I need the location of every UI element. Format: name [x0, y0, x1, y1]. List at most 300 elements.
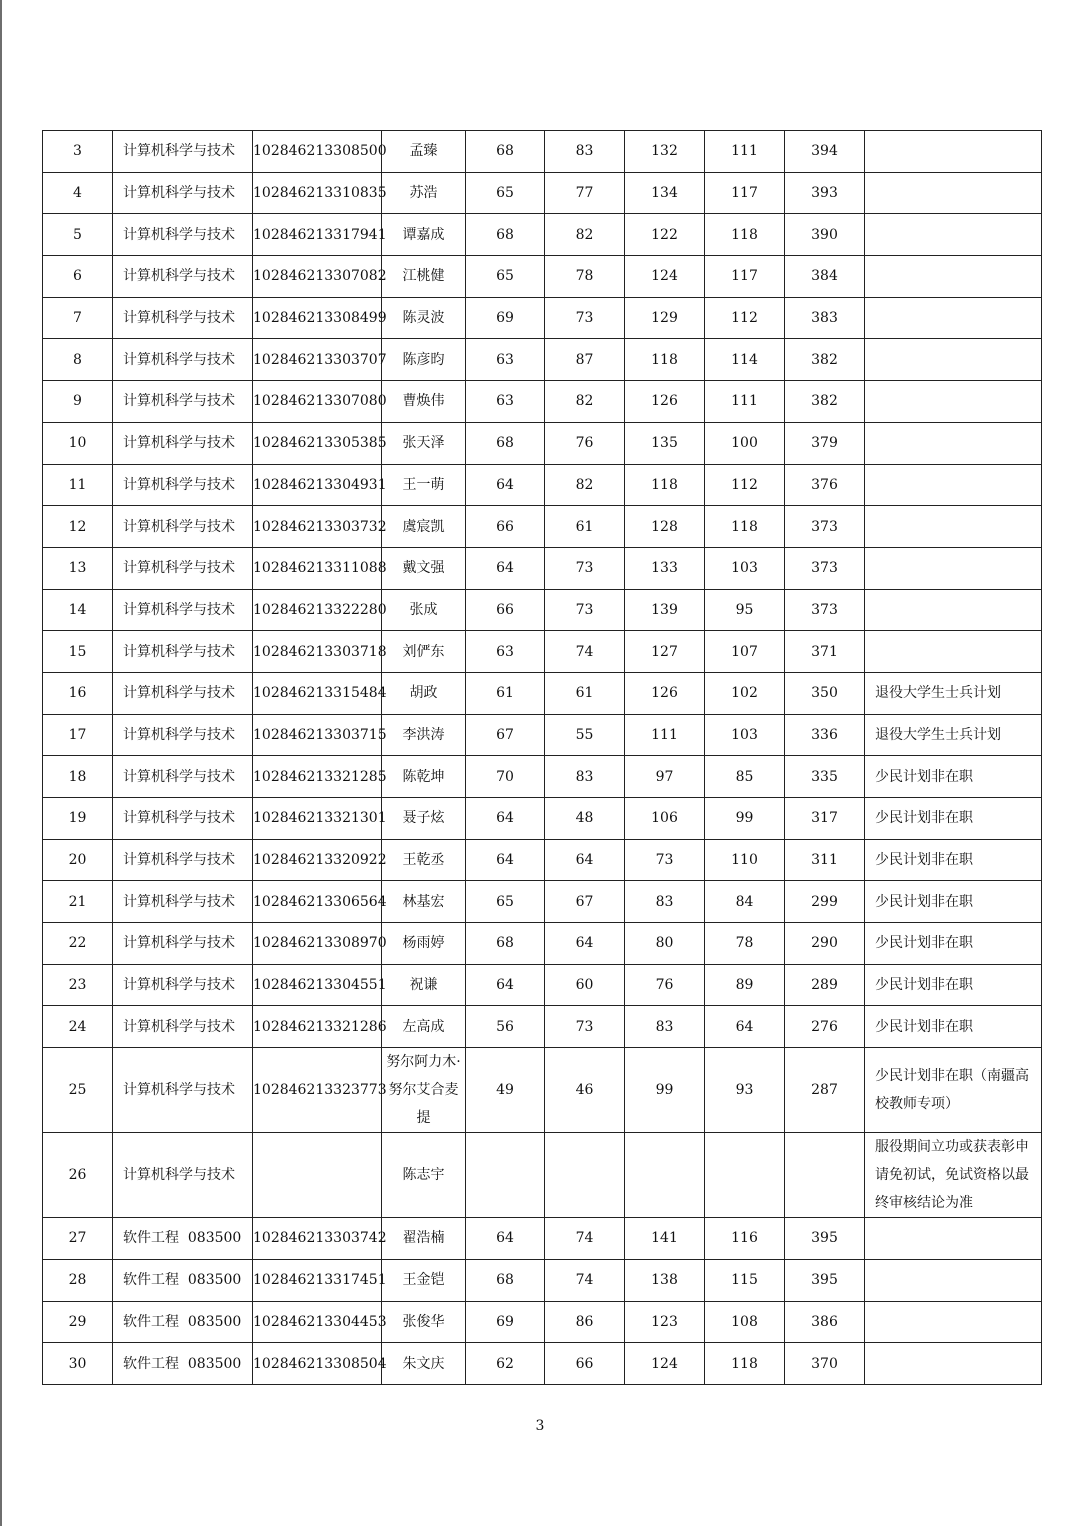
student-name-cell: 祝谦 [382, 964, 466, 1006]
score-specialty-cell: 111 [705, 131, 785, 173]
score-politics-cell: 66 [466, 506, 545, 548]
score-specialty-cell: 118 [705, 214, 785, 256]
student-name-cell: 王乾丞 [382, 839, 466, 881]
exam-id-cell: 102846213310835 [253, 172, 382, 214]
score-english-cell [545, 1133, 625, 1218]
student-name-cell: 王金铠 [382, 1259, 466, 1301]
exam-id-cell: 102846213320922 [253, 839, 382, 881]
table-row [43, 881, 1042, 923]
score-politics-cell: 64 [466, 547, 545, 589]
score-specialty-cell: 112 [705, 297, 785, 339]
score-math-cell: 80 [625, 923, 705, 965]
score-specialty-cell: 85 [705, 756, 785, 798]
score-english-cell: 66 [545, 1343, 625, 1385]
remark-cell: 退役大学生士兵计划 [865, 714, 1042, 756]
page-left-edge [0, 0, 2, 1526]
score-english-cell: 83 [545, 756, 625, 798]
major-cell: 计算机科学与技术 [113, 1006, 253, 1048]
score-english-cell: 73 [545, 547, 625, 589]
score-politics-cell: 68 [466, 214, 545, 256]
score-specialty-cell: 108 [705, 1301, 785, 1343]
score-politics-cell: 68 [466, 131, 545, 173]
exam-id-cell: 102846213317941 [253, 214, 382, 256]
major-cell: 计算机科学与技术 [113, 1048, 253, 1133]
student-name-cell: 张成 [382, 589, 466, 631]
score-specialty-cell: 100 [705, 422, 785, 464]
student-name-cell: 聂子炫 [382, 798, 466, 840]
total-score-cell: 335 [785, 756, 865, 798]
table-row [43, 923, 1042, 965]
total-score-cell: 394 [785, 131, 865, 173]
score-specialty-cell: 114 [705, 339, 785, 381]
score-english-cell: 61 [545, 672, 625, 714]
table-row [43, 464, 1042, 506]
score-politics-cell: 69 [466, 297, 545, 339]
major-cell: 软件工程 083500 [113, 1343, 253, 1385]
row-number: 17 [43, 714, 113, 756]
score-math-cell: 134 [625, 172, 705, 214]
student-name-cell: 王一萌 [382, 464, 466, 506]
row-number: 26 [43, 1133, 113, 1218]
major-cell: 计算机科学与技术 [113, 881, 253, 923]
score-politics-cell: 64 [466, 1218, 545, 1260]
score-math-cell: 97 [625, 756, 705, 798]
row-number: 24 [43, 1006, 113, 1048]
total-score-cell: 379 [785, 422, 865, 464]
table-row [43, 256, 1042, 298]
score-english-cell: 61 [545, 506, 625, 548]
major-cell: 计算机科学与技术 [113, 464, 253, 506]
score-specialty-cell: 95 [705, 589, 785, 631]
score-math-cell: 132 [625, 131, 705, 173]
student-name-cell: 苏浩 [382, 172, 466, 214]
major-cell: 软件工程 083500 [113, 1259, 253, 1301]
score-politics-cell: 56 [466, 1006, 545, 1048]
remark-cell: 服役期间立功或获表彰申请免初试，免试资格以最终审核结论为准 [865, 1133, 1042, 1218]
row-number: 21 [43, 881, 113, 923]
remark-cell [865, 631, 1042, 673]
exam-id-cell: 102846213303742 [253, 1218, 382, 1260]
row-number: 4 [43, 172, 113, 214]
remark-cell [865, 1259, 1042, 1301]
score-math-cell [625, 1133, 705, 1218]
total-score-cell: 395 [785, 1218, 865, 1260]
score-specialty-cell: 103 [705, 547, 785, 589]
total-score-cell: 393 [785, 172, 865, 214]
row-number: 29 [43, 1301, 113, 1343]
table-row [43, 839, 1042, 881]
table-row [43, 964, 1042, 1006]
score-specialty-cell: 116 [705, 1218, 785, 1260]
major-cell: 计算机科学与技术 [113, 214, 253, 256]
major-cell: 计算机科学与技术 [113, 672, 253, 714]
score-politics-cell [466, 1133, 545, 1218]
score-politics-cell: 61 [466, 672, 545, 714]
score-english-cell: 87 [545, 339, 625, 381]
exam-id-cell: 102846213303707 [253, 339, 382, 381]
score-english-cell: 64 [545, 923, 625, 965]
student-name-cell: 虞宸凯 [382, 506, 466, 548]
exam-id-cell: 102846213311088 [253, 547, 382, 589]
remark-cell [865, 256, 1042, 298]
exam-id-cell: 102846213323773 [253, 1048, 382, 1133]
student-name-cell: 林基宏 [382, 881, 466, 923]
score-math-cell: 126 [625, 672, 705, 714]
exam-id-cell: 102846213321286 [253, 1006, 382, 1048]
exam-id-cell: 102846213308499 [253, 297, 382, 339]
table-row [43, 381, 1042, 423]
exam-id-cell: 102846213304453 [253, 1301, 382, 1343]
score-math-cell: 138 [625, 1259, 705, 1301]
exam-id-cell: 102846213303715 [253, 714, 382, 756]
total-score-cell: 311 [785, 839, 865, 881]
row-number: 27 [43, 1218, 113, 1260]
student-name-cell: 刘俨东 [382, 631, 466, 673]
row-number: 28 [43, 1259, 113, 1301]
student-name-cell: 陈彦昀 [382, 339, 466, 381]
score-english-cell: 76 [545, 422, 625, 464]
remark-cell [865, 339, 1042, 381]
remark-cell [865, 214, 1042, 256]
row-number: 23 [43, 964, 113, 1006]
student-name-cell: 江桃健 [382, 256, 466, 298]
exam-id-cell: 102846213308970 [253, 923, 382, 965]
score-math-cell: 124 [625, 256, 705, 298]
student-name-cell: 陈乾坤 [382, 756, 466, 798]
table-row [43, 798, 1042, 840]
row-number: 13 [43, 547, 113, 589]
remark-cell: 少民计划非在职 [865, 881, 1042, 923]
remark-cell [865, 422, 1042, 464]
score-english-cell: 73 [545, 589, 625, 631]
score-specialty-cell: 99 [705, 798, 785, 840]
score-specialty-cell: 78 [705, 923, 785, 965]
score-math-cell: 118 [625, 339, 705, 381]
student-name-cell: 李洪涛 [382, 714, 466, 756]
total-score-cell: 276 [785, 1006, 865, 1048]
score-specialty-cell: 93 [705, 1048, 785, 1133]
exam-id-cell: 102846213308504 [253, 1343, 382, 1385]
total-score-cell: 373 [785, 547, 865, 589]
total-score-cell: 382 [785, 339, 865, 381]
table-row [43, 672, 1042, 714]
score-politics-cell: 66 [466, 589, 545, 631]
remark-cell [865, 1301, 1042, 1343]
total-score-cell: 373 [785, 589, 865, 631]
exam-id-cell: 102846213306564 [253, 881, 382, 923]
total-score-cell: 383 [785, 297, 865, 339]
row-number: 15 [43, 631, 113, 673]
student-name-cell: 张俊华 [382, 1301, 466, 1343]
score-politics-cell: 64 [466, 964, 545, 1006]
row-number: 6 [43, 256, 113, 298]
major-cell: 计算机科学与技术 [113, 964, 253, 1006]
remark-cell: 少民计划非在职 [865, 1006, 1042, 1048]
table-row [43, 1301, 1042, 1343]
row-number: 20 [43, 839, 113, 881]
total-score-cell: 299 [785, 881, 865, 923]
major-cell: 计算机科学与技术 [113, 506, 253, 548]
student-name-cell: 戴文强 [382, 547, 466, 589]
student-name-cell: 努尔阿力木·努尔艾合麦提 [382, 1048, 466, 1133]
score-english-cell: 74 [545, 631, 625, 673]
score-specialty-cell: 117 [705, 256, 785, 298]
row-number: 7 [43, 297, 113, 339]
exam-id-cell: 102846213305385 [253, 422, 382, 464]
score-english-cell: 83 [545, 131, 625, 173]
major-cell: 计算机科学与技术 [113, 631, 253, 673]
total-score-cell: 290 [785, 923, 865, 965]
score-politics-cell: 68 [466, 1259, 545, 1301]
table-row [43, 339, 1042, 381]
row-number: 12 [43, 506, 113, 548]
score-math-cell: 99 [625, 1048, 705, 1133]
row-number: 9 [43, 381, 113, 423]
score-math-cell: 73 [625, 839, 705, 881]
score-english-cell: 78 [545, 256, 625, 298]
exam-id-cell: 102846213315484 [253, 672, 382, 714]
major-cell: 计算机科学与技术 [113, 172, 253, 214]
score-table [42, 130, 1042, 1385]
exam-id-cell: 102846213322280 [253, 589, 382, 631]
table-row [43, 589, 1042, 631]
major-cell: 计算机科学与技术 [113, 756, 253, 798]
total-score-cell: 317 [785, 798, 865, 840]
table-row [43, 631, 1042, 673]
score-math-cell: 123 [625, 1301, 705, 1343]
remark-cell [865, 381, 1042, 423]
major-cell: 计算机科学与技术 [113, 839, 253, 881]
score-english-cell: 82 [545, 381, 625, 423]
score-math-cell: 128 [625, 506, 705, 548]
remark-cell [865, 589, 1042, 631]
major-cell: 计算机科学与技术 [113, 381, 253, 423]
student-name-cell: 杨雨婷 [382, 923, 466, 965]
score-math-cell: 106 [625, 798, 705, 840]
table-row [43, 756, 1042, 798]
table-row [43, 422, 1042, 464]
total-score-cell [785, 1133, 865, 1218]
major-cell: 计算机科学与技术 [113, 131, 253, 173]
score-specialty-cell [705, 1133, 785, 1218]
exam-id-cell: 102846213321301 [253, 798, 382, 840]
table-row [43, 506, 1042, 548]
score-english-cell: 86 [545, 1301, 625, 1343]
exam-id-cell [253, 1133, 382, 1218]
score-english-cell: 82 [545, 214, 625, 256]
score-english-cell: 55 [545, 714, 625, 756]
score-math-cell: 111 [625, 714, 705, 756]
table-row [43, 1133, 1042, 1218]
score-politics-cell: 63 [466, 381, 545, 423]
score-specialty-cell: 89 [705, 964, 785, 1006]
score-math-cell: 129 [625, 297, 705, 339]
major-cell: 计算机科学与技术 [113, 256, 253, 298]
exam-id-cell: 102846213307080 [253, 381, 382, 423]
student-name-cell: 朱文庆 [382, 1343, 466, 1385]
score-math-cell: 118 [625, 464, 705, 506]
row-number: 10 [43, 422, 113, 464]
score-english-cell: 73 [545, 1006, 625, 1048]
major-cell: 软件工程 083500 [113, 1301, 253, 1343]
score-politics-cell: 62 [466, 1343, 545, 1385]
score-specialty-cell: 64 [705, 1006, 785, 1048]
score-math-cell: 127 [625, 631, 705, 673]
score-english-cell: 46 [545, 1048, 625, 1133]
score-politics-cell: 64 [466, 839, 545, 881]
total-score-cell: 395 [785, 1259, 865, 1301]
exam-id-cell: 102846213303732 [253, 506, 382, 548]
score-math-cell: 139 [625, 589, 705, 631]
student-name-cell: 胡政 [382, 672, 466, 714]
table-body [43, 131, 1042, 1385]
major-cell: 计算机科学与技术 [113, 422, 253, 464]
student-name-cell: 陈灵波 [382, 297, 466, 339]
exam-id-cell: 102846213304551 [253, 964, 382, 1006]
score-specialty-cell: 107 [705, 631, 785, 673]
score-specialty-cell: 103 [705, 714, 785, 756]
row-number: 11 [43, 464, 113, 506]
exam-id-cell: 102846213307082 [253, 256, 382, 298]
student-name-cell: 翟浩楠 [382, 1218, 466, 1260]
score-math-cell: 135 [625, 422, 705, 464]
score-math-cell: 83 [625, 1006, 705, 1048]
remark-cell [865, 172, 1042, 214]
score-math-cell: 124 [625, 1343, 705, 1385]
score-math-cell: 76 [625, 964, 705, 1006]
major-cell: 计算机科学与技术 [113, 798, 253, 840]
score-specialty-cell: 110 [705, 839, 785, 881]
student-name-cell: 左高成 [382, 1006, 466, 1048]
score-english-cell: 60 [545, 964, 625, 1006]
row-number: 3 [43, 131, 113, 173]
score-english-cell: 64 [545, 839, 625, 881]
total-score-cell: 370 [785, 1343, 865, 1385]
total-score-cell: 390 [785, 214, 865, 256]
score-english-cell: 82 [545, 464, 625, 506]
row-number: 22 [43, 923, 113, 965]
exam-id-cell: 102846213303718 [253, 631, 382, 673]
score-english-cell: 48 [545, 798, 625, 840]
score-specialty-cell: 84 [705, 881, 785, 923]
score-politics-cell: 63 [466, 339, 545, 381]
row-number: 14 [43, 589, 113, 631]
score-politics-cell: 64 [466, 464, 545, 506]
score-math-cell: 122 [625, 214, 705, 256]
table-row [43, 297, 1042, 339]
student-name-cell: 陈志宇 [382, 1133, 466, 1218]
total-score-cell: 336 [785, 714, 865, 756]
score-specialty-cell: 112 [705, 464, 785, 506]
major-cell: 软件工程 083500 [113, 1218, 253, 1260]
table-row [43, 714, 1042, 756]
score-politics-cell: 64 [466, 798, 545, 840]
score-politics-cell: 63 [466, 631, 545, 673]
remark-cell [865, 297, 1042, 339]
score-politics-cell: 65 [466, 256, 545, 298]
remark-cell [865, 1343, 1042, 1385]
score-specialty-cell: 111 [705, 381, 785, 423]
score-english-cell: 74 [545, 1259, 625, 1301]
remark-cell: 少民计划非在职 [865, 756, 1042, 798]
exam-id-cell: 102846213321285 [253, 756, 382, 798]
remark-cell: 少民计划非在职（南疆高校教师专项） [865, 1048, 1042, 1133]
table-row [43, 1006, 1042, 1048]
score-politics-cell: 67 [466, 714, 545, 756]
major-cell: 计算机科学与技术 [113, 547, 253, 589]
total-score-cell: 287 [785, 1048, 865, 1133]
row-number: 18 [43, 756, 113, 798]
total-score-cell: 384 [785, 256, 865, 298]
major-cell: 计算机科学与技术 [113, 339, 253, 381]
exam-id-cell: 102846213304931 [253, 464, 382, 506]
total-score-cell: 386 [785, 1301, 865, 1343]
score-politics-cell: 49 [466, 1048, 545, 1133]
row-number: 19 [43, 798, 113, 840]
exam-id-cell: 102846213317451 [253, 1259, 382, 1301]
total-score-cell: 289 [785, 964, 865, 1006]
remark-cell: 退役大学生士兵计划 [865, 672, 1042, 714]
major-cell: 计算机科学与技术 [113, 297, 253, 339]
remark-cell [865, 464, 1042, 506]
score-math-cell: 133 [625, 547, 705, 589]
total-score-cell: 373 [785, 506, 865, 548]
table-row [43, 131, 1042, 173]
table-row [43, 547, 1042, 589]
remark-cell [865, 547, 1042, 589]
score-politics-cell: 70 [466, 756, 545, 798]
remark-cell [865, 506, 1042, 548]
table-row [43, 172, 1042, 214]
table-row [43, 1048, 1042, 1133]
score-math-cell: 126 [625, 381, 705, 423]
score-politics-cell: 65 [466, 881, 545, 923]
student-name-cell: 孟臻 [382, 131, 466, 173]
student-name-cell: 曹焕伟 [382, 381, 466, 423]
score-specialty-cell: 115 [705, 1259, 785, 1301]
score-politics-cell: 65 [466, 172, 545, 214]
score-politics-cell: 69 [466, 1301, 545, 1343]
score-english-cell: 67 [545, 881, 625, 923]
remark-cell: 少民计划非在职 [865, 964, 1042, 1006]
remark-cell: 少民计划非在职 [865, 923, 1042, 965]
score-politics-cell: 68 [466, 422, 545, 464]
table-row [43, 214, 1042, 256]
row-number: 25 [43, 1048, 113, 1133]
remark-cell: 少民计划非在职 [865, 839, 1042, 881]
score-specialty-cell: 118 [705, 506, 785, 548]
table-row [43, 1343, 1042, 1385]
table-row [43, 1259, 1042, 1301]
row-number: 5 [43, 214, 113, 256]
total-score-cell: 382 [785, 381, 865, 423]
major-cell: 计算机科学与技术 [113, 923, 253, 965]
score-politics-cell: 68 [466, 923, 545, 965]
score-math-cell: 83 [625, 881, 705, 923]
major-cell: 计算机科学与技术 [113, 714, 253, 756]
score-specialty-cell: 117 [705, 172, 785, 214]
exam-id-cell: 102846213308500 [253, 131, 382, 173]
total-score-cell: 350 [785, 672, 865, 714]
remark-cell: 少民计划非在职 [865, 798, 1042, 840]
score-specialty-cell: 118 [705, 1343, 785, 1385]
score-specialty-cell: 102 [705, 672, 785, 714]
major-cell: 计算机科学与技术 [113, 589, 253, 631]
remark-cell [865, 1218, 1042, 1260]
row-number: 8 [43, 339, 113, 381]
remark-cell [865, 131, 1042, 173]
page-number: 3 [535, 1418, 545, 1434]
